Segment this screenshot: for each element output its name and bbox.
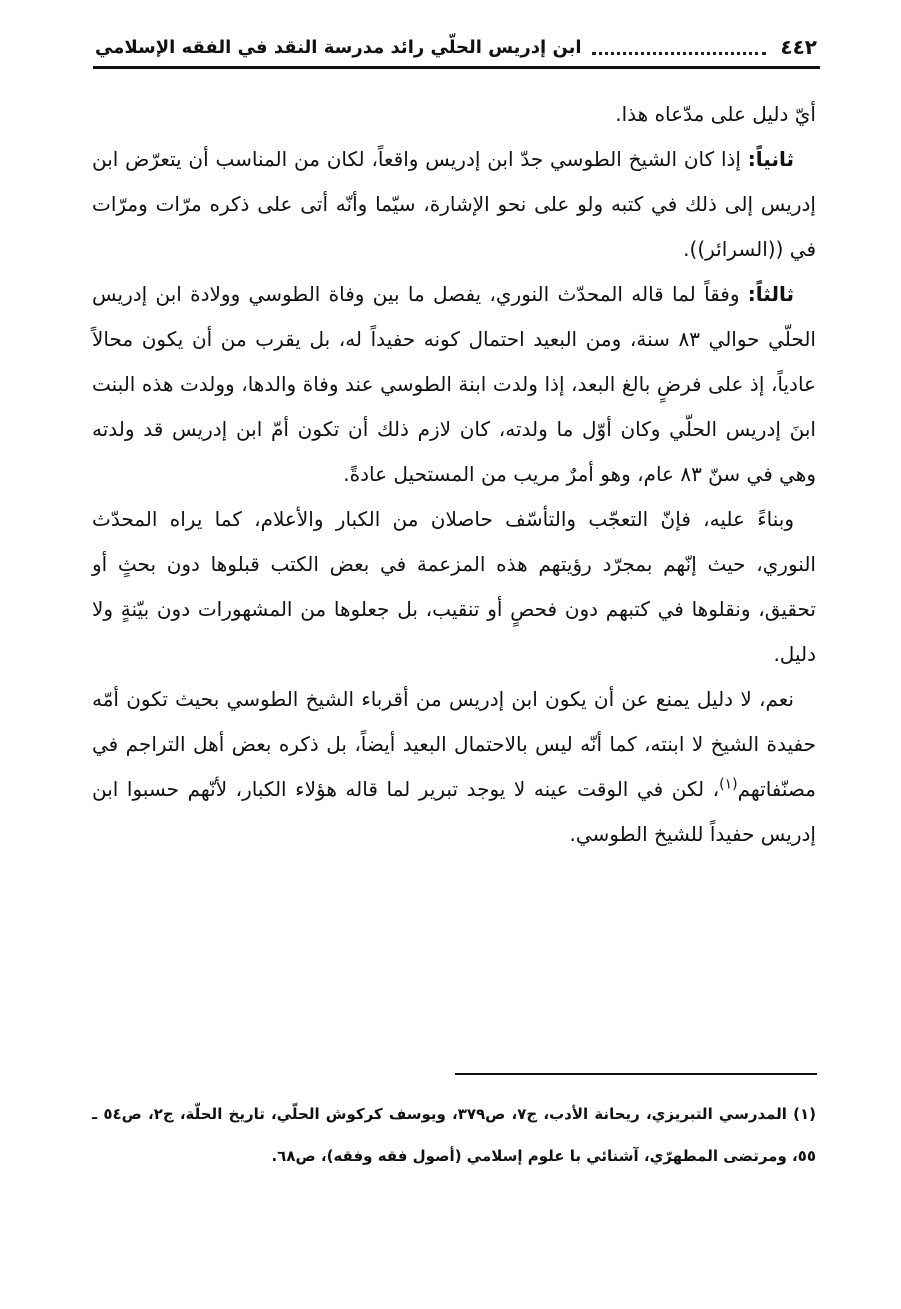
paragraph-5	[92, 677, 816, 857]
footnotes	[92, 1093, 816, 1177]
page-number: ٤٤٢	[780, 35, 817, 59]
page-header	[95, 30, 817, 64]
running-title: ابن إدريس الحلّي رائد مدرسة النقد في الفقه الإسلامي	[95, 36, 582, 58]
paragraph-3-text: وفقاً لما قاله المحدّث النوري، يفصل ما بين وفاة الطوسي وولادة ابن إدريس الحلّي حوالي ٨٣ سنة، ومن البعيد احتمال كونه حفيداً له، بل يقرب من أن يكون محالاً عادياً، إذ على فرضٍ بالغ البعد، إذا ولدت ابنة الطوسي عند وفاة والدها، وولدت هذه البنت ابنَ إدريس الحلّي وكان أوّل ما ولدته، كان لازم ذلك أن تكون أمّ ابن إدريس قد ولدته وهي في سنّ ٨٣ عام، وهو أمرٌ مريب من المستحيل عادةً.	[92, 282, 816, 486]
body-text	[92, 92, 816, 857]
paragraph-3	[92, 272, 816, 497]
paragraph-5-text-before: نعم، لا دليل يمنع عن أن يكون ابن إدريس من أقرباء الشيخ الطوسي بحيث تكون أمّه حفيدة الشيخ لا ابنته، كما أنّه ليس بالاحتمال البعيد أيضاً، بل ذكره بعض أهل التراجم في مصنّفاتهم	[92, 687, 816, 801]
paragraph-2-lead: ثانياً:	[747, 147, 794, 171]
paragraph-1	[92, 92, 816, 137]
paragraph-2-text: إذا كان الشيخ الطوسي جدّ ابن إدريس واقعاً، لكان من المناسب أن يتعرّض ابن إدريس إلى ذلك في كتبه ولو على نحو الإشارة، سيّما وأنّه أتى على ذكره مرّات ومرّات في ((السرائر)).	[92, 147, 816, 261]
footnote-1: (١) المدرسي التبريزي، ريحانة الأدب، ج٧، ص٣٧٩، ويوسف كركوش الحلّي، تاريخ الحلّة، ج٢، ص٥٤ ـ ٥٥، ومرتضى المطهرّي، آشنائي با علوم إسلامي (أصول فقه وفقه)، ص٦٨.	[92, 1105, 816, 1165]
paragraph-3-lead: ثالثاً:	[747, 282, 794, 306]
paragraph-5-text-after: ، لكن في الوقت عينه لا يوجد تبرير لما قاله هؤلاء الكبار، لأنّهم حسبوا ابن إدريس حفيداً للشيخ الطوسي.	[92, 777, 816, 846]
paragraph-2	[92, 137, 816, 272]
paragraph-4-text: وبناءً عليه، فإنّ التعجّب والتأسّف حاصلان من الكبار والأعلام، كما يراه المحدّث النوري، حيث إنّهم بمجرّد رؤيتهم هذه المزعمة في بعض الكتب قبلوها دون بحثٍ أو تحقيق، ونقلوها في كتبهم دون فحصٍ أو تنقيب، بل جعلوها من المشهورات دون بيّنةٍ ولا دليل.	[92, 507, 816, 666]
paragraph-1-text: أيّ دليل على مدّعاه هذا.	[615, 102, 816, 126]
footnote-separator	[455, 1073, 817, 1075]
footnote-reference-1[interactable]: (١)	[719, 776, 738, 793]
header-rule	[93, 66, 820, 69]
paragraph-4	[92, 497, 816, 677]
header-dot-leader	[592, 50, 767, 55]
